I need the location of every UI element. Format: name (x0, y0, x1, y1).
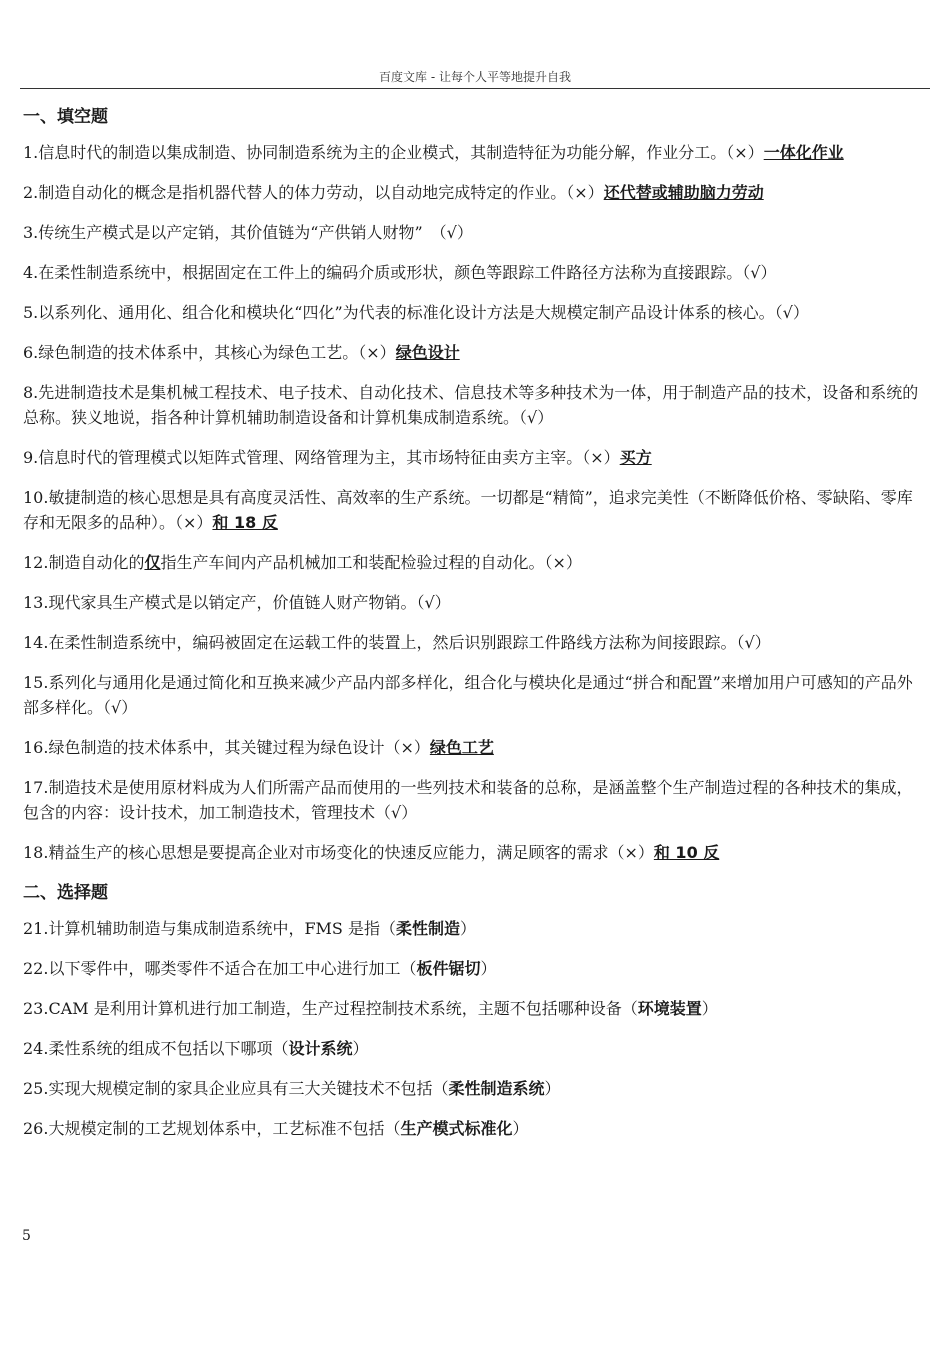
question-text: 4.在柔性制造系统中，根据固定在工件上的编码介质或形状，颜色等跟踪工件路径方法称为直接跟踪。（√） (23, 263, 777, 282)
question-21 (23, 916, 928, 941)
question-text-pre: 22.以下零件中，哪类零件不适合在加工中心进行加工（ (23, 959, 417, 978)
question-17 (23, 775, 928, 825)
question-text: 6.绿色制造的技术体系中，其核心为绿色工艺。（×） (23, 343, 396, 362)
question-text-post: ） (701, 999, 718, 1018)
question-2 (23, 180, 928, 205)
answer-text: 柔性制造系统 (448, 1079, 545, 1098)
question-text-post: ） (460, 919, 477, 938)
question-text-pre: 25.实现大规模定制的家具企业应具有三大关键技术不包括（ (23, 1079, 449, 1098)
question-6 (23, 340, 928, 365)
question-text: 17.制造技术是使用原材料成为人们所需产品而使用的一些列技术和装备的总称，是涵盖整个生产制造过程的各种技术的集成，包含的内容：设计技术，加工制造技术，管理技术（√） (23, 778, 913, 822)
question-10 (23, 485, 928, 535)
question-text: 2.制造自动化的概念是指机器代替人的体力劳动，以自动地完成特定的作业。（×） (23, 183, 604, 202)
question-text-pre: 12.制造自动化的 (23, 553, 145, 572)
question-text-post: ） (512, 1119, 529, 1138)
question-18 (23, 840, 928, 865)
answer-text: 环境装置 (637, 999, 702, 1018)
question-3 (23, 220, 928, 245)
question-text-post: ） (544, 1079, 561, 1098)
question-text-post: 指生产车间内产品机械加工和装配检验过程的自动化。（×） (160, 553, 582, 572)
question-text: 10.敏捷制造的核心思想是具有高度灵活性、高效率的生产系统。一切都是“精简”，追求完美性（不断降低价格、零缺陷、零库存和无限多的品种）。（×） (23, 488, 913, 532)
answer-correction: 买方 (619, 448, 652, 467)
question-13 (23, 590, 928, 615)
question-text-post: ） (352, 1039, 369, 1058)
answer-correction: 和 10 反 (653, 843, 720, 862)
question-5 (23, 300, 928, 325)
document-body (23, 100, 928, 1156)
question-1 (23, 140, 928, 165)
question-9 (23, 445, 928, 470)
question-26 (23, 1116, 928, 1141)
question-text: 9.信息时代的管理模式以矩阵式管理、网络管理为主，其市场特征由卖方主宰。（×） (23, 448, 620, 467)
question-15 (23, 670, 928, 720)
answer-correction: 和 18 反 (212, 513, 278, 532)
question-text: 3.传统生产模式是以产定销，其价值链为“产供销人财物” （√） (23, 223, 473, 242)
question-text: 8.先进制造技术是集机械工程技术、电子技术、自动化技术、信息技术等多种技术为一体，用于制造产品的技术，设备和系统的总称。狭义地说，指各种计算机辅助制造设备和计算机集成制造系统。（√） (23, 383, 919, 427)
question-22 (23, 956, 928, 981)
question-23 (23, 996, 928, 1021)
question-12 (23, 550, 928, 575)
question-4 (23, 260, 928, 285)
page-number: 5 (22, 1228, 31, 1244)
answer-text: 生产模式标准化 (400, 1119, 513, 1138)
question-8 (23, 380, 928, 430)
answer-correction: 还代替或辅助脑力劳动 (603, 183, 764, 202)
answer-text: 设计系统 (288, 1039, 353, 1058)
answer-correction: 绿色工艺 (429, 738, 494, 757)
question-text-post: ） (480, 959, 497, 978)
question-text: 13.现代家具生产模式是以销定产，价值链人财产物销。（√） (23, 593, 451, 612)
header-divider (20, 88, 930, 89)
answer-text: 柔性制造 (395, 919, 460, 938)
emphasized-word: 仅 (144, 553, 161, 572)
document-header: 百度文库 - 让每个人平等地提升自我 (379, 70, 571, 84)
question-24 (23, 1036, 928, 1061)
question-text-pre: 26.大规模定制的工艺规划体系中，工艺标准不包括（ (23, 1119, 401, 1138)
answer-text: 板件锯切 (416, 959, 481, 978)
question-text: 18.精益生产的核心思想是要提高企业对市场变化的快速反应能力，满足顾客的需求（×） (23, 843, 654, 862)
question-16 (23, 735, 928, 760)
section-title-choice: 二、选择题 (23, 883, 108, 903)
answer-correction: 一体化作业 (763, 143, 844, 162)
question-text: 5.以系列化、通用化、组合化和模块化“四化”为代表的标准化设计方法是大规模定制产品设计体系的核心。（√） (23, 303, 809, 322)
question-text: 14.在柔性制造系统中，编码被固定在运载工件的装置上，然后识别跟踪工件路线方法称为间接跟踪。（√） (23, 633, 771, 652)
question-text: 15.系列化与通用化是通过简化和互换来减少产品内部多样化，组合化与模块化是通过“拼合和配置”来增加用户可感知的产品外部多样化。（√） (23, 673, 913, 717)
question-text-pre: 23.CAM 是利用计算机进行加工制造，生产过程控制技术系统，主题不包括哪种设备（ (23, 999, 638, 1018)
question-text: 1.信息时代的制造以集成制造、协同制造系统为主的企业模式，其制造特征为功能分解，作业分工。（×） (23, 143, 764, 162)
question-text-pre: 24.柔性系统的组成不包括以下哪项（ (23, 1039, 289, 1058)
section-title-fill-in: 一、填空题 (23, 107, 108, 127)
answer-correction: 绿色设计 (395, 343, 460, 362)
question-25 (23, 1076, 928, 1101)
question-text-pre: 21.计算机辅助制造与集成制造系统中，FMS 是指（ (23, 919, 396, 938)
question-text: 16.绿色制造的技术体系中，其关键过程为绿色设计（×） (23, 738, 430, 757)
question-14 (23, 630, 928, 655)
